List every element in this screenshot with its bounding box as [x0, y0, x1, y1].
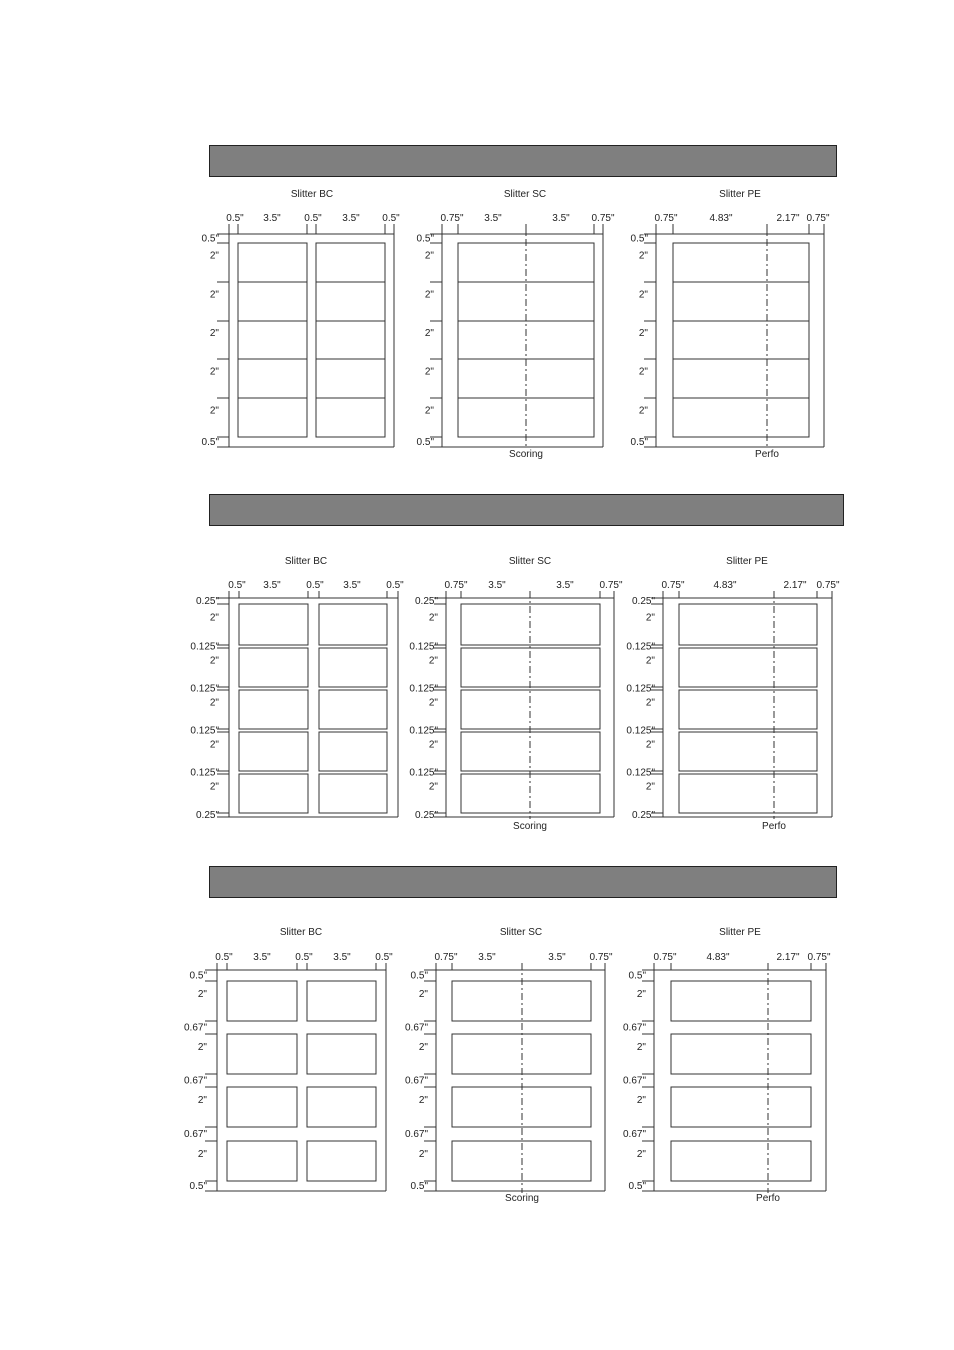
- sec3-slitter-sc-row-label: 2": [418, 1042, 428, 1053]
- sec2-slitter-pe-row-label: 0.25": [631, 596, 655, 607]
- sec1-slitter-bc-row-label: 2": [209, 250, 219, 262]
- sec3-slitter-pe-card: [671, 1141, 811, 1181]
- sec1-slitter-bc-row-label: 2": [209, 366, 219, 378]
- sec2-slitter-bc-row-label: 0.25": [195, 810, 219, 821]
- sec3-slitter-bc-row-label: 0.67": [183, 1129, 207, 1140]
- sec1-slitter-pe-row-label: 0.5": [630, 437, 648, 448]
- sec3-slitter-sc-row-label: 0.5": [410, 970, 428, 982]
- sec2-slitter-bc-col-label: 0.5": [228, 580, 246, 591]
- sec2-slitter-bc-row-label: 0.125": [190, 725, 219, 737]
- sec3-slitter-sc-row-label: 0.67": [404, 1075, 428, 1087]
- sec1-slitter-bc-row-label: 2": [209, 289, 219, 301]
- sec2-slitter-sc-col-label: 3.5": [556, 580, 574, 591]
- sec2-slitter-bc-row-label: 2": [209, 612, 219, 624]
- sec2-slitter-pe-row-label: 2": [645, 612, 655, 624]
- sec1-slitter-bc-col-label: 0.5": [304, 213, 322, 224]
- sec3-slitter-bc-col-label: 0.5": [215, 952, 233, 963]
- sec3-slitter-pe-row-label: 2": [636, 1149, 646, 1160]
- sec3-slitter-sc-row-label: 0.5": [410, 1181, 428, 1192]
- sec2-slitter-pe-row-label: 2": [645, 655, 655, 667]
- sec3-slitter-sc-col-label: 3.5": [478, 952, 496, 963]
- sec2-slitter-pe-card: [679, 774, 817, 813]
- sec1-slitter-bc-card: [238, 282, 307, 321]
- sec2-slitter-bc-row-label: 2": [209, 739, 219, 751]
- sec1-slitter-bc-card: [316, 243, 385, 282]
- sec3-slitter-sc-footer-label: Scoring: [505, 1193, 539, 1204]
- sec1-slitter-sc-row-label: 2": [424, 250, 434, 262]
- sec1-slitter-bc-col-label: 0.5": [382, 213, 400, 224]
- sec2-slitter-bc-row-label: 0.125": [190, 767, 219, 779]
- sec2-slitter-bc-title: Slitter BC: [284, 556, 328, 567]
- sec1-slitter-pe-card: [673, 398, 809, 437]
- sec3-slitter-bc-row-label: 0.5": [189, 970, 207, 982]
- sec1-slitter-pe-col-label: 2.17": [776, 213, 800, 224]
- sec2-slitter-pe-card: [679, 648, 817, 687]
- sec1-slitter-bc-title: Slitter BC: [290, 189, 334, 200]
- sec1-slitter-pe-card: [673, 282, 809, 321]
- sec3-slitter-bc-card: [307, 981, 376, 1021]
- sec1-slitter-sc-card: [458, 243, 594, 282]
- sec3-slitter-bc-row-label: 2": [197, 1095, 207, 1106]
- sec2-slitter-pe-row-label: 2": [645, 781, 655, 793]
- sec2-slitter-sc-row-label: 2": [428, 781, 438, 793]
- sec3-slitter-sc-row-label: 2": [418, 1149, 428, 1160]
- sec1-slitter-bc-card: [238, 243, 307, 282]
- sec2-slitter-bc-card: [239, 690, 308, 729]
- sec1-slitter-sc-col-label: 3.5": [484, 213, 502, 224]
- sec1-slitter-sc-row-label: 0.5": [416, 233, 434, 245]
- sec2-slitter-bc-card: [319, 604, 387, 645]
- sec2-slitter-pe-row-label: 2": [645, 697, 655, 709]
- sec2-slitter-bc-card: [239, 604, 308, 645]
- sec1-slitter-sc-row-label: 2": [424, 328, 434, 339]
- sec3-slitter-bc-row-label: 2": [197, 1149, 207, 1160]
- sec3-slitter-pe-row-label: 0.67": [622, 1022, 646, 1034]
- sec3-slitter-pe-col-label: 0.75": [807, 952, 831, 963]
- sec1-slitter-pe-row-label: 2": [638, 405, 648, 417]
- sec1-slitter-sc-row-label: 2": [424, 366, 434, 378]
- sec2-slitter-pe-card: [679, 604, 817, 645]
- sec2-slitter-bc-row-label: 2": [209, 655, 219, 667]
- sec1-slitter-bc-card: [316, 321, 385, 359]
- sec2-slitter-sc-row-label: 0.125": [409, 767, 438, 779]
- sec2-slitter-sc-col-label: 0.75": [599, 580, 623, 591]
- sec1-slitter-pe-col-label: 0.75": [654, 213, 678, 224]
- sec1-slitter-bc-row-label: 2": [209, 405, 219, 417]
- sec2-slitter-pe-col-label: 0.75": [661, 580, 685, 591]
- sec3-slitter-pe-row-label: 2": [636, 1042, 646, 1053]
- sec2-slitter-sc-row-label: 0.25": [414, 596, 438, 607]
- sec1-slitter-pe-footer-label: Perfo: [755, 449, 779, 460]
- sec3-slitter-sc-title: Slitter SC: [499, 927, 543, 938]
- sec3-slitter-pe-row-label: 0.67": [622, 1075, 646, 1087]
- sec3-slitter-sc-row-label: 2": [418, 1095, 428, 1106]
- sec1-slitter-sc-col-label: 0.75": [440, 213, 464, 224]
- sec1-slitter-bc-card: [238, 359, 307, 398]
- sec2-slitter-bc-col-label: 3.5": [263, 580, 281, 591]
- sec3-slitter-pe-card: [671, 1034, 811, 1074]
- sec1-slitter-bc-card: [316, 398, 385, 437]
- sec3-slitter-bc-card: [227, 1034, 297, 1074]
- sec2-slitter-sc-row-label: 2": [428, 739, 438, 751]
- sec2-slitter-sc-row-label: 2": [428, 612, 438, 624]
- sec2-slitter-pe-title: Slitter PE: [726, 556, 768, 567]
- sec2-slitter-bc-row-label: 0.25": [195, 596, 219, 607]
- sec2-slitter-bc-row-label: 0.125": [190, 683, 219, 695]
- sec2-slitter-bc-card: [239, 648, 308, 687]
- sec1-slitter-bc-row-label: 2": [209, 328, 219, 339]
- sec3-slitter-pe-card: [671, 1087, 811, 1127]
- sec3-slitter-bc-card: [307, 1087, 376, 1127]
- sec3-slitter-pe-card: [671, 981, 811, 1021]
- sec3-slitter-bc-card: [307, 1141, 376, 1181]
- sec1-slitter-pe-card: [673, 321, 809, 359]
- sec2-slitter-sc-row-label: 0.125": [409, 683, 438, 695]
- sec2-slitter-bc-col-label: 0.5": [386, 580, 404, 591]
- sec3-slitter-sc-col-label: 0.75": [589, 952, 613, 963]
- sec3-slitter-sc-row-label: 0.67": [404, 1129, 428, 1140]
- sec3-slitter-bc-col-label: 3.5": [333, 952, 351, 963]
- sec3-slitter-pe-row-label: 2": [636, 1095, 646, 1106]
- sec1-slitter-pe-row-label: 2": [638, 250, 648, 262]
- sec1-slitter-bc-card: [316, 282, 385, 321]
- sec2-slitter-pe-row-label: 0.125": [626, 767, 655, 779]
- sec2-slitter-pe-col-label: 2.17": [783, 580, 807, 591]
- sec2-slitter-bc-row-label: 0.125": [190, 641, 219, 653]
- sec2-slitter-pe-col-label: 4.83": [713, 580, 737, 591]
- sec2-slitter-sc-col-label: 0.75": [444, 580, 468, 591]
- sec2-slitter-pe-row-label: 2": [645, 739, 655, 751]
- sec2-slitter-pe-card: [679, 690, 817, 729]
- sec1-slitter-bc-col-label: 3.5": [263, 213, 281, 224]
- sec1-slitter-sc-footer-label: Scoring: [509, 449, 543, 460]
- sec1-slitter-sc-title: Slitter SC: [503, 189, 547, 200]
- sec1-slitter-bc-row-label: 0.5": [201, 437, 219, 448]
- sec1-slitter-sc-row-label: 0.5": [416, 437, 434, 448]
- sec2-slitter-sc-card: [461, 690, 600, 729]
- sec1-slitter-pe-title: Slitter PE: [719, 189, 761, 200]
- sec1-slitter-pe-row-label: 2": [638, 328, 648, 339]
- sec2-slitter-pe-row-label: 0.125": [626, 683, 655, 695]
- sec1-slitter-bc-col-label: 0.5": [226, 213, 244, 224]
- sec3-slitter-bc-card: [227, 1087, 297, 1127]
- sec1-slitter-pe-row-label: 2": [638, 366, 648, 378]
- sec3-slitter-bc-row-label: 2": [197, 989, 207, 1000]
- sec2-slitter-bc-col-label: 3.5": [343, 580, 361, 591]
- sec3-slitter-pe-row-label: 0.5": [628, 1181, 646, 1192]
- sec3-slitter-pe-footer-label: Perfo: [756, 1193, 780, 1204]
- sec1-slitter-bc-card: [238, 398, 307, 437]
- sec3-slitter-bc-col-label: 3.5": [253, 952, 271, 963]
- sec2-slitter-sc-col-label: 3.5": [488, 580, 506, 591]
- sec3-slitter-pe-col-label: 2.17": [776, 952, 800, 963]
- sec1-slitter-sc-row-label: 2": [424, 289, 434, 301]
- sec3-slitter-bc-col-label: 0.5": [295, 952, 313, 963]
- sec3-slitter-pe-title: Slitter PE: [719, 927, 761, 938]
- sec1-slitter-sc-col-label: 0.75": [591, 213, 615, 224]
- sec1-slitter-bc-card: [238, 321, 307, 359]
- sec3-slitter-bc-card: [307, 1034, 376, 1074]
- sec1-slitter-sc-card: [458, 398, 594, 437]
- sec2-slitter-sc-row-label: 0.125": [409, 725, 438, 737]
- sec2-slitter-pe-row-label: 0.125": [626, 725, 655, 737]
- sec2-slitter-bc-card: [319, 648, 387, 687]
- sec3-slitter-pe-row-label: 0.5": [628, 970, 646, 982]
- sec1-slitter-pe-row-label: 0.5": [630, 233, 648, 245]
- sec2-slitter-bc-col-label: 0.5": [306, 580, 324, 591]
- sec2-slitter-bc-card: [239, 732, 308, 771]
- sec2-slitter-pe-row-label: 0.25": [631, 810, 655, 821]
- sec2-slitter-pe-footer-label: Perfo: [762, 821, 786, 832]
- sec2-slitter-sc-row-label: 2": [428, 655, 438, 667]
- sec3-slitter-pe-col-label: 0.75": [653, 952, 677, 963]
- sec1-slitter-sc-row-label: 2": [424, 405, 434, 417]
- sec2-slitter-sc-row-label: 2": [428, 697, 438, 709]
- sec2-slitter-sc-footer-label: Scoring: [513, 821, 547, 832]
- sec3-slitter-sc-col-label: 3.5": [548, 952, 566, 963]
- sec2-slitter-sc-row-label: 0.125": [409, 641, 438, 653]
- sec2-slitter-bc-card: [319, 732, 387, 771]
- sec1-slitter-pe-row-label: 2": [638, 289, 648, 301]
- sec3-slitter-sc-row-label: 2": [418, 989, 428, 1000]
- sec3-slitter-pe-row-label: 0.67": [622, 1129, 646, 1140]
- sec1-slitter-pe-card: [673, 243, 809, 282]
- sec2-slitter-bc-card: [319, 690, 387, 729]
- sec3-slitter-bc-col-label: 0.5": [375, 952, 393, 963]
- sec2-slitter-sc-row-label: 0.25": [414, 810, 438, 821]
- sec3-slitter-bc-row-label: 0.5": [189, 1181, 207, 1192]
- sec3-slitter-bc-title: Slitter BC: [279, 927, 323, 938]
- sec1-slitter-bc-col-label: 3.5": [342, 213, 360, 224]
- sec2-slitter-bc-card: [319, 774, 387, 813]
- sec1-slitter-pe-card: [673, 359, 809, 398]
- sec2-slitter-bc-card: [239, 774, 308, 813]
- sec1-slitter-bc-row-label: 0.5": [201, 233, 219, 245]
- sec3-slitter-bc-card: [227, 1141, 297, 1181]
- sec3-slitter-pe-col-label: 4.83": [706, 952, 730, 963]
- sec3-slitter-sc-col-label: 0.75": [434, 952, 458, 963]
- sec3-slitter-bc-card: [227, 981, 297, 1021]
- sec3-slitter-bc-row-label: 2": [197, 1042, 207, 1053]
- sec2-slitter-bc-row-label: 2": [209, 781, 219, 793]
- sec1-slitter-sc-col-label: 3.5": [552, 213, 570, 224]
- sec2-slitter-pe-row-label: 0.125": [626, 641, 655, 653]
- sec3-slitter-pe-row-label: 2": [636, 989, 646, 1000]
- sec2-slitter-pe-card: [679, 732, 817, 771]
- sec3-slitter-bc-row-label: 0.67": [183, 1075, 207, 1087]
- sec1-slitter-bc-card: [316, 359, 385, 398]
- sec1-slitter-pe-col-label: 4.83": [709, 213, 733, 224]
- sec3-slitter-sc-row-label: 0.67": [404, 1022, 428, 1034]
- sec2-slitter-sc-title: Slitter SC: [508, 556, 552, 567]
- sec2-slitter-bc-row-label: 2": [209, 697, 219, 709]
- sec1-slitter-pe-col-label: 0.75": [806, 213, 830, 224]
- sec2-slitter-pe-col-label: 0.75": [816, 580, 840, 591]
- sec3-slitter-bc-row-label: 0.67": [183, 1022, 207, 1034]
